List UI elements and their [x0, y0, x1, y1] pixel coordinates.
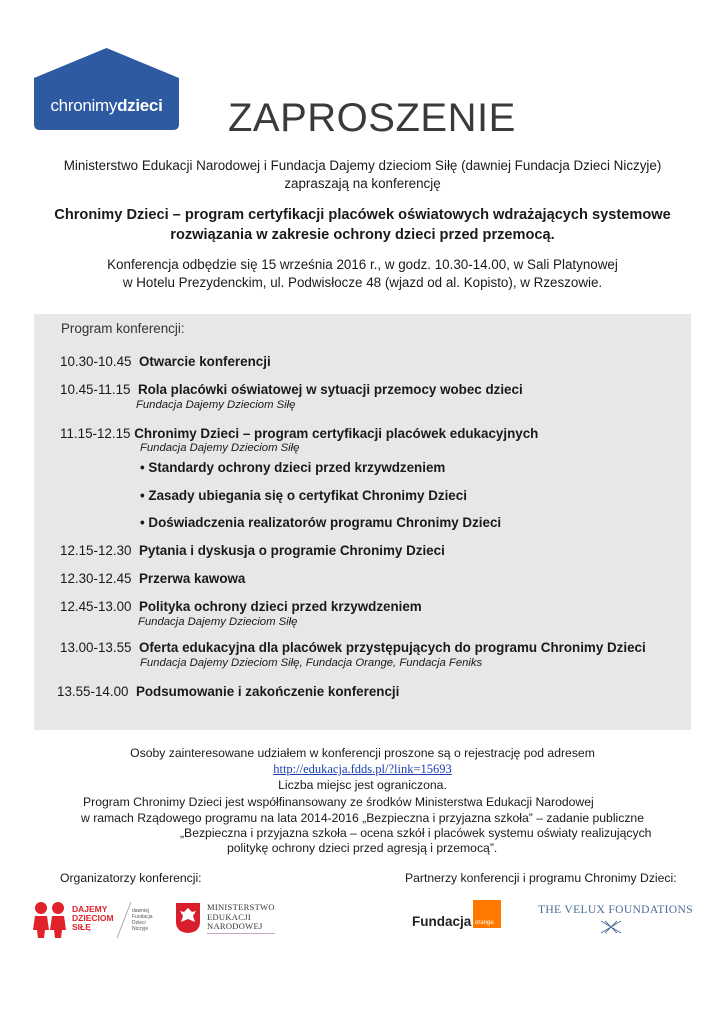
registration-line: Osoby zainteresowane udziałem w konferencji proszone są o rejestrację pod adresem — [130, 746, 595, 760]
headline-line-1: Chronimy Dzieci – program certyfikacji placówek oświatowych wdrażających systemowe — [54, 207, 671, 223]
fdds-sub: dawniej Fundacja Dzieci Niczyje — [132, 908, 153, 932]
program-org: Fundacja Dajemy Dzieciom Siłę — [138, 616, 298, 628]
velux-symbol-icon — [600, 920, 622, 934]
program-org: Fundacja Dajemy Dzieciom Siłę, Fundacja Orange, Fundacja Feniks — [140, 657, 483, 669]
men-logo — [175, 900, 275, 940]
program-topic: Przerwa kawowa — [138, 571, 246, 586]
venue-text — [0, 256, 725, 292]
program-item — [60, 426, 538, 455]
divider-slash-icon — [116, 902, 132, 938]
partners-label: Partnerzy konferencji i programu Chronimy Dzieci: — [405, 871, 677, 885]
logo-wordmark — [34, 96, 179, 116]
program-time: 10.45-11.15 — [60, 382, 131, 397]
venue-line-1: Konferencja odbędzie się 15 września 2016 r., w godz. 10.30-14.00, w Sali Platynowej — [107, 257, 618, 272]
headline-line-2: rozwiązania w zakresie ochrony dzieci przed przemocą. — [170, 227, 555, 243]
organizers-label: Organizatorzy konferencji: — [60, 871, 202, 885]
fdds-logo — [32, 900, 162, 940]
program-time: 10.30-10.45 — [60, 354, 132, 369]
program-topic: Chronimy Dzieci – program certyfikacji placówek edukacyjnych — [134, 426, 539, 441]
program-box — [34, 314, 691, 730]
velux-logo-text: THE VELUX FOUNDATIONS — [538, 903, 693, 916]
program-item — [60, 640, 646, 670]
program-time: 12.30-12.45 — [60, 571, 132, 586]
conference-headline — [0, 205, 725, 245]
program-item — [60, 599, 422, 629]
program-org: Fundacja Dajemy Dzieciom Siłę — [140, 442, 300, 454]
registration-limit: Liczba miejsc jest ograniczona. — [278, 778, 447, 792]
registration-info — [0, 745, 725, 793]
program-topic: Otwarcie konferencji — [138, 354, 271, 369]
program-item — [60, 543, 445, 559]
program-item — [60, 571, 245, 587]
orange-fundacja-label: Fundacja — [412, 914, 472, 929]
fdds-name: DAJEMY DZIECIOM SIŁĘ — [72, 904, 114, 932]
logo-word-bold: dzieci — [117, 96, 163, 115]
funding-line-4: politykę ochrony dzieci przed agresją i przemocą”. — [227, 841, 498, 855]
program-org: Fundacja Dajemy Dzieciom Siłę — [136, 399, 296, 411]
program-topic: Podsumowanie i zakończenie konferencji — [135, 684, 400, 699]
program-time: 11.15-12.15 — [60, 426, 131, 441]
funding-line-1: Program Chronimy Dzieci jest współfinansowany ze środków Ministerstwa Edukacji Narodowej — [83, 795, 594, 809]
program-time: 12.45-13.00 — [60, 599, 132, 614]
program-topic: Polityka ochrony dzieci przed krzywdzeniem — [138, 599, 422, 614]
program-heading: Program konferencji: — [61, 321, 185, 336]
program-time: 12.15-12.30 — [60, 543, 132, 558]
logo-word-light: chronimy — [50, 96, 118, 115]
chronimy-dzieci-logo — [34, 48, 179, 130]
men-name-line-3: NARODOWEJ — [207, 921, 263, 931]
eagle-crest-icon — [175, 902, 201, 934]
program-item — [60, 382, 523, 412]
orange-logo-mark: orange — [475, 920, 494, 926]
men-name — [207, 903, 275, 932]
program-time: 13.00-13.55 — [60, 640, 132, 655]
program-bullet: • Doświadczenia realizatorów programu Chronimy Dzieci — [140, 515, 502, 530]
intro-line-1: Ministerstwo Edukacji Narodowej i Fundacja Dajemy dzieciom Siłę (dawniej Fundacja Dzieci Niczyje) — [63, 158, 662, 173]
program-topic: Oferta edukacyjna dla placówek przystępujących do programu Chronimy Dzieci — [138, 640, 646, 655]
men-name-line-2: EDUKACJI — [207, 911, 251, 922]
house-logo-icon — [34, 48, 179, 130]
men-name-line-1: MINISTERSTWO — [207, 902, 275, 912]
program-item — [60, 354, 271, 370]
program-item — [57, 684, 399, 700]
funding-line-3: „Bezpieczna i przyjazna szkoła – ocena szkół i placówek systemu oświaty realizujących — [180, 826, 652, 840]
funding-line-2: w ramach Rządowego programu na lata 2014-2016 „Bezpieczna i przyjazna szkoła” – zadanie publiczne — [81, 811, 644, 825]
intro-text — [0, 157, 725, 193]
program-bullet: • Standardy ochrony dzieci przed krzywdzeniem — [140, 460, 446, 475]
program-bullet: • Zasady ubiegania się o certyfikat Chronimy Dzieci — [140, 488, 467, 503]
program-topic: Pytania i dyskusja o programie Chronimy Dzieci — [138, 543, 445, 558]
page-title: ZAPROSZENIE — [228, 96, 516, 140]
program-time: 13.55-14.00 — [57, 684, 129, 699]
men-underline — [207, 933, 275, 934]
venue-line-2: w Hotelu Prezydenckim, ul. Podwisłocze 48 (wjazd od al. Kopisto), w Rzeszowie. — [122, 275, 603, 290]
program-topic: Rola placówki oświatowej w sytuacji przemocy wobec dzieci — [137, 382, 523, 397]
registration-link[interactable]: http://edukacja.fdds.pl/?link=15693 — [273, 762, 452, 776]
intro-line-2: zapraszają na konferencję — [284, 176, 441, 191]
